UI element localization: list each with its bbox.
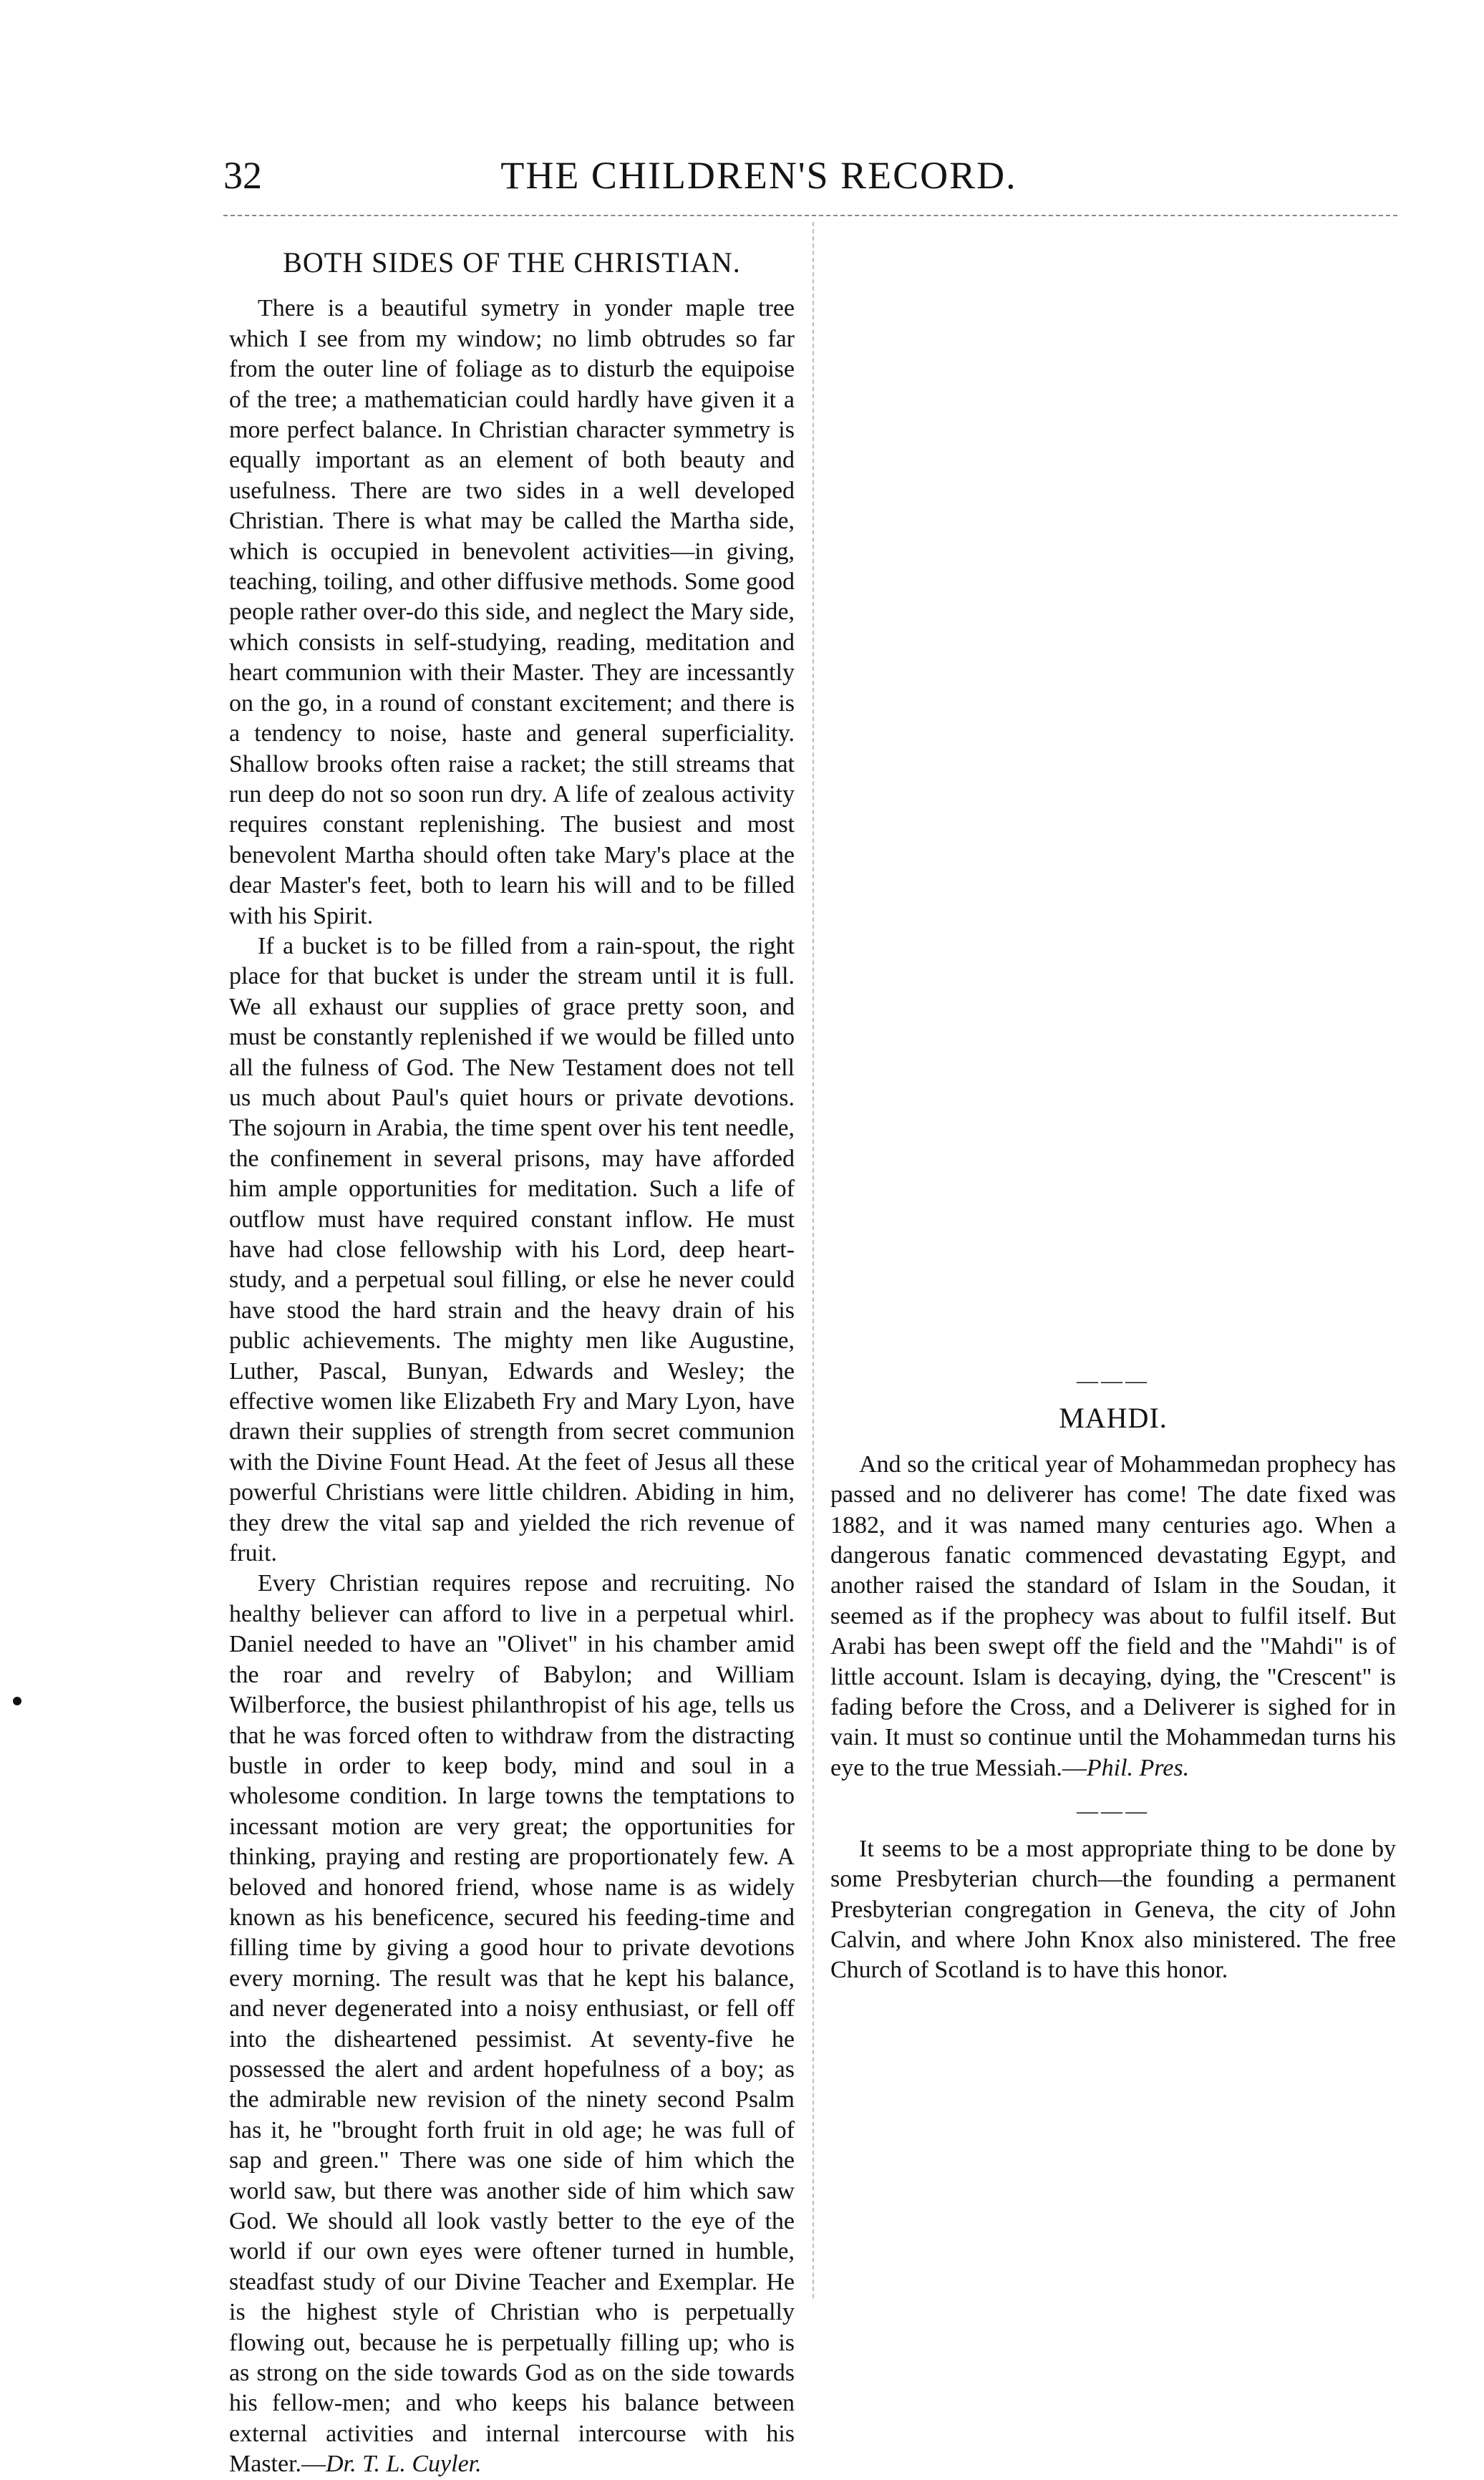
margin-dot: [13, 1697, 21, 1705]
article-paragraph: [229, 1569, 795, 2479]
article-paragraph: If a bucket is to be filled from a rain-spout, the right place for that bucket is under the stream until it is full. We all exhaust our supplies of grace pretty soon, and must be constantly replenished if we would be filled unto all the fulness of God. The New Testament does not tell us much about Paul's quiet hours or private devotions. The sojourn in Arabia, the time spent over his tent needle, the confinement in several prisons, may have afforded him ample opportunities for meditation. Such a life of outflow must have required constant inflow. He must have had close fellowship with his Lord, deep heart-study, and a perpetual soul filling, or else he never could have stood the hard strain and the heavy drain of his public achievements. The mighty men like Augustine, Luther, Pascal, Bunyan, Edwards and Wesley; the effective women like Elizabeth Fry and Mary Lyon, have drawn their supplies of strength from secret communion with the Divine Fount Head. At the feet of Jesus all these powerful Christians were little children. Abiding in him, they drew the vital sap and yielded the rich revenue of fruit.: [229, 932, 795, 1567]
header-rule: [223, 215, 1397, 216]
paragraph-text: And so the critical year of Mohammedan prophecy has passed and no deliverer has come! The date fixed was 1882, and it was named many centuries ago. When a dangerous fanatic commenced devastating Egypt, and another raised the standard of Islam in the Soudan, it seemed as if the prophecy was about to fulfil itself. But Arabi has been swept off the field and the "Mahdi" is of little account. Islam is decaying, dying, the "Crescent" is fading before the Cross, and a Deliverer is sighed for in vain. It must so continue until the Mohammedan turns his eye to the true Messiah.—: [830, 1450, 1396, 1781]
article-paragraph: There is a beautiful symetry in yonder maple tree which I see from my window; no limb obtrudes so far from the outer line of foliage as to disturb the equipoise of the tree; a mathematician could hardly have given it a more perfect balance. In Christian character symmetry is equally important as an element of both beauty and usefulness. There are two sides in a well developed Christian. There is what may be called the Martha side, which is occupied in benevolent activities—in giving, teaching, toiling, and other diffusive methods. Some good people rather over-do this side, and neglect the Mary side, which consists in self-studying, reading, meditation and heart communion with their Master. They are incessantly on the go, in a round of constant excitement; and there is a tendency to noise, haste and general superficiality. Shallow brooks often raise a racket; the still streams that run deep do not so soon run dry. A life of zealous activity requires constant replenishing. The busiest and most benevolent Martha should often take Mary's place at the dear Master's feet, both to learn his will and to be filled with his Spirit.: [229, 295, 795, 929]
left-column: [229, 243, 795, 2480]
author-credit: Dr. T. L. Cuyler.: [326, 2451, 482, 2478]
right-column: [830, 1353, 1396, 1986]
article-title-mahdi: MAHDI.: [1059, 1402, 1168, 1435]
article-title-both-sides: BOTH SIDES OF THE CHRISTIAN.: [283, 246, 741, 278]
column-divider: [813, 222, 814, 2298]
section-separator: ———: [1077, 1799, 1150, 1823]
paragraph-text: Every Christian requires repose and recruiting. No healthy believer can afford to live in a perpetual whirl. Daniel needed to have an "Olivet" in his chamber amid the roar and revelry of Babylon; and William Wilberforce, the busiest philanthropist of his age, tells us that he was forced often to withdraw from the distracting bustle in order to keep body, mind and soul in a wholesome condition. In large towns the temptations to incessant motion are very great; the opportunities for thinking, praying and resting are proportionately few. A beloved and honored friend, whose name is as widely known as his beneficence, secured his feeding-time and filling time by giving a good hour to private devotions every morning. The result was that he kept his balance, and never degenerated into a noisy enthusiast, or fell off into the disheartened pessimist. At seventy-five he possessed the alert and ardent hopefulness of a boy; as the admirable new revision of the ninety second Psalm has it, he "brought forth fruit in old age; he was full of sap and green." There was one side of him which the world saw, but there was another side of him which saw God. We should all look vastly better to the eye of the world if our own eyes were oftener turned in humble, steadfast study of our Divine Teacher and Exemplar. He is the highest style of Christian who is perpetually flowing out, because he is perpetually filling up; who is as strong on the side towards God as on the side towards his fellow-men; and who keeps his balance between external activities and internal intercourse with his Master.—: [229, 1570, 795, 2478]
running-head: THE CHILDREN'S RECORD.: [500, 154, 1017, 197]
source-credit: Phil. Pres.: [1086, 1754, 1190, 1781]
article-paragraph: It seems to be a most appropriate thing to be done by some Presbyterian church—the founding a permanent Presbyterian congregation in Geneva, the city of John Calvin, and where John Knox also ministered. The free Church of Scotland is to have this honor.: [830, 1835, 1396, 1984]
article-paragraph: [830, 1450, 1396, 1783]
page-number: 32: [223, 154, 262, 197]
section-separator: ———: [1077, 1369, 1150, 1392]
